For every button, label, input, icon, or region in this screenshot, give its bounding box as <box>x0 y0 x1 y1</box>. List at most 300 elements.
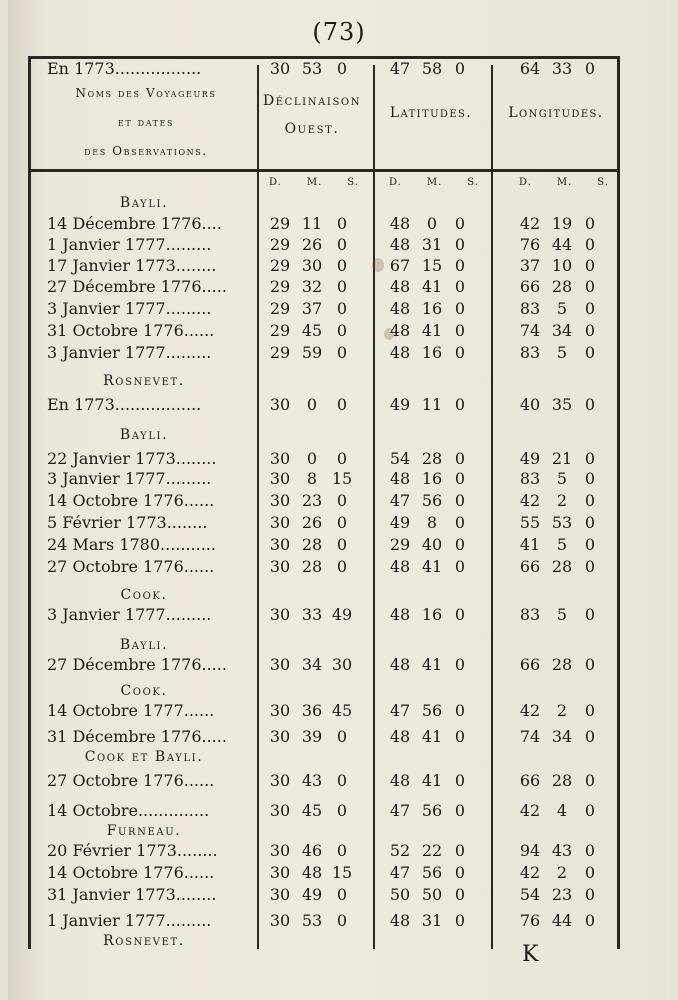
observation-date: 14 Octobre 1776...... <box>47 863 215 882</box>
table-row <box>31 557 617 579</box>
header-names-line2: et dates <box>117 115 175 129</box>
lon-minutes-cell: 44 <box>551 911 573 930</box>
observer-name: Bayli. <box>119 195 169 211</box>
decl-minutes-cell: 36 <box>301 701 323 720</box>
lon-degrees-cell: 83 <box>519 343 541 362</box>
decl-minutes-cell: 45 <box>301 321 323 340</box>
lon-degrees-cell: 55 <box>519 513 541 532</box>
unit-minutes: M. <box>426 177 443 188</box>
lon-seconds-cell: 0 <box>584 655 596 674</box>
lat-degrees-cell: 48 <box>389 557 411 576</box>
observation-date: 31 Janvier 1773........ <box>47 885 217 904</box>
unit-degrees: D. <box>389 177 402 188</box>
decl-degrees-cell: 30 <box>269 841 291 860</box>
decl-seconds-cell: 0 <box>336 535 348 554</box>
decl-degrees-cell: 29 <box>269 343 291 362</box>
lon-minutes-cell: 5 <box>556 343 568 362</box>
decl-degrees-cell: 30 <box>269 395 291 414</box>
lat-seconds-cell: 0 <box>454 491 466 510</box>
decl-degrees-cell: 29 <box>269 299 291 318</box>
table-row <box>31 535 617 557</box>
lat-seconds-cell: 0 <box>454 343 466 362</box>
lon-seconds-cell: 0 <box>584 841 596 860</box>
lon-degrees-cell: 83 <box>519 605 541 624</box>
unit-minutes: M. <box>556 177 573 188</box>
table-row <box>31 235 617 257</box>
unit-degrees: D. <box>519 177 532 188</box>
lon-minutes-cell: 35 <box>551 395 573 414</box>
decl-degrees-cell: 29 <box>269 235 291 254</box>
decl-minutes-cell: 45 <box>301 801 323 820</box>
lat-degrees-cell: 48 <box>389 321 411 340</box>
table-row <box>31 655 617 677</box>
decl-seconds-cell: 0 <box>336 277 348 296</box>
unit-seconds: S. <box>347 177 359 188</box>
lat-minutes-cell: 41 <box>421 321 443 340</box>
table-row <box>31 801 617 823</box>
lat-degrees-cell: 48 <box>389 911 411 930</box>
lat-seconds-cell: 0 <box>454 256 466 275</box>
lon-seconds-cell: 0 <box>584 727 596 746</box>
decl-seconds-cell: 0 <box>336 59 348 78</box>
lon-degrees-cell: 37 <box>519 256 541 275</box>
decl-seconds-cell: 0 <box>336 449 348 468</box>
lon-seconds-cell: 0 <box>584 449 596 468</box>
decl-degrees-cell: 30 <box>269 449 291 468</box>
lat-degrees-cell: 48 <box>389 214 411 233</box>
observation-date: 14 Octobre 1776...... <box>47 491 215 510</box>
paper-stain <box>384 328 394 340</box>
observation-date: 22 Janvier 1773........ <box>47 449 217 468</box>
lon-minutes-cell: 28 <box>551 771 573 790</box>
lon-seconds-cell: 0 <box>584 214 596 233</box>
decl-minutes-cell: 49 <box>301 885 323 904</box>
lat-seconds-cell: 0 <box>454 771 466 790</box>
lon-minutes-cell: 2 <box>556 701 568 720</box>
lat-minutes-cell: 11 <box>421 395 443 414</box>
lon-seconds-cell: 0 <box>584 235 596 254</box>
lat-minutes-cell: 16 <box>421 605 443 624</box>
decl-minutes-cell: 53 <box>301 911 323 930</box>
lon-degrees-cell: 76 <box>519 911 541 930</box>
lon-seconds-cell: 0 <box>584 885 596 904</box>
lon-seconds-cell: 0 <box>584 771 596 790</box>
section-heading <box>31 821 617 843</box>
lat-minutes-cell: 31 <box>421 911 443 930</box>
decl-seconds-cell: 0 <box>336 395 348 414</box>
lon-degrees-cell: 40 <box>519 395 541 414</box>
lat-seconds-cell: 0 <box>454 277 466 296</box>
lat-minutes-cell: 41 <box>421 557 443 576</box>
table-row <box>31 343 617 365</box>
header-rule <box>31 169 617 172</box>
lat-seconds-cell: 0 <box>454 321 466 340</box>
decl-degrees-cell: 30 <box>269 469 291 488</box>
declination-table <box>28 56 620 949</box>
lat-seconds-cell: 0 <box>454 557 466 576</box>
lat-seconds-cell: 0 <box>454 841 466 860</box>
table-row <box>31 771 617 793</box>
decl-minutes-cell: 0 <box>306 395 318 414</box>
lat-minutes-cell: 41 <box>421 655 443 674</box>
lat-degrees-cell: 48 <box>389 343 411 362</box>
observation-date: 27 Décembre 1776..... <box>47 655 227 674</box>
observation-date: 3 Janvier 1777......... <box>47 299 212 318</box>
decl-seconds-cell: 0 <box>336 256 348 275</box>
observation-date: 5 Février 1773........ <box>47 513 208 532</box>
decl-degrees-cell: 30 <box>269 801 291 820</box>
decl-degrees-cell: 30 <box>269 605 291 624</box>
lat-seconds-cell: 0 <box>454 214 466 233</box>
lon-minutes-cell: 28 <box>551 655 573 674</box>
lat-degrees-cell: 48 <box>389 469 411 488</box>
lat-minutes-cell: 56 <box>421 863 443 882</box>
decl-degrees-cell: 30 <box>269 535 291 554</box>
decl-minutes-cell: 26 <box>301 235 323 254</box>
lon-minutes-cell: 4 <box>556 801 568 820</box>
unit-minutes: M. <box>306 177 323 188</box>
lat-seconds-cell: 0 <box>454 863 466 882</box>
header-declinaison-line1: Déclinaison <box>262 93 362 109</box>
decl-minutes-cell: 59 <box>301 343 323 362</box>
observation-date: 14 Décembre 1776.... <box>47 214 222 233</box>
observation-date: 14 Octobre.............. <box>47 801 210 820</box>
decl-seconds-cell: 0 <box>336 235 348 254</box>
decl-seconds-cell: 45 <box>331 701 353 720</box>
lat-seconds-cell: 0 <box>454 449 466 468</box>
lat-minutes-cell: 8 <box>426 513 438 532</box>
lon-minutes-cell: 44 <box>551 235 573 254</box>
lat-degrees-cell: 48 <box>389 299 411 318</box>
decl-degrees-cell: 30 <box>269 655 291 674</box>
units-declinaison <box>269 177 359 188</box>
lat-degrees-cell: 47 <box>389 801 411 820</box>
lat-degrees-cell: 29 <box>389 535 411 554</box>
decl-minutes-cell: 43 <box>301 771 323 790</box>
lon-minutes-cell: 21 <box>551 449 573 468</box>
lon-degrees-cell: 42 <box>519 801 541 820</box>
units-longitudes <box>519 177 609 188</box>
decl-seconds-cell: 0 <box>336 299 348 318</box>
lon-degrees-cell: 42 <box>519 214 541 233</box>
lat-seconds-cell: 0 <box>454 911 466 930</box>
lon-minutes-cell: 2 <box>556 863 568 882</box>
table-row <box>31 321 617 343</box>
decl-minutes-cell: 11 <box>301 214 323 233</box>
signature-mark: K <box>522 942 539 967</box>
lon-seconds-cell: 0 <box>584 535 596 554</box>
table-row <box>31 885 617 907</box>
decl-degrees-cell: 30 <box>269 727 291 746</box>
lat-seconds-cell: 0 <box>454 59 466 78</box>
decl-degrees-cell: 30 <box>269 771 291 790</box>
lon-minutes-cell: 5 <box>556 299 568 318</box>
lat-degrees-cell: 47 <box>389 701 411 720</box>
section-heading <box>31 371 617 393</box>
decl-seconds-cell: 15 <box>331 863 353 882</box>
lat-minutes-cell: 0 <box>426 214 438 233</box>
lon-minutes-cell: 10 <box>551 256 573 275</box>
lat-minutes-cell: 56 <box>421 801 443 820</box>
decl-degrees-cell: 29 <box>269 214 291 233</box>
lon-seconds-cell: 0 <box>584 395 596 414</box>
lat-degrees-cell: 47 <box>389 59 411 78</box>
lon-degrees-cell: 42 <box>519 863 541 882</box>
decl-seconds-cell: 30 <box>331 655 353 674</box>
lon-seconds-cell: 0 <box>584 59 596 78</box>
decl-minutes-cell: 48 <box>301 863 323 882</box>
observer-name: Rosnevet. <box>103 933 185 949</box>
lat-minutes-cell: 16 <box>421 299 443 318</box>
lat-seconds-cell: 0 <box>454 469 466 488</box>
unit-seconds: S. <box>467 177 479 188</box>
observer-name: Cook. <box>120 587 168 603</box>
section-heading <box>31 585 617 607</box>
table-row <box>31 59 617 81</box>
lat-minutes-cell: 15 <box>421 256 443 275</box>
lat-seconds-cell: 0 <box>454 513 466 532</box>
header-names-line3: des Observations. <box>84 144 208 158</box>
decl-minutes-cell: 0 <box>306 449 318 468</box>
table-row <box>31 214 617 236</box>
lon-seconds-cell: 0 <box>584 801 596 820</box>
lat-seconds-cell: 0 <box>454 299 466 318</box>
lon-degrees-cell: 42 <box>519 701 541 720</box>
decl-seconds-cell: 0 <box>336 557 348 576</box>
observation-date: 31 Décembre 1776..... <box>47 727 227 746</box>
lon-seconds-cell: 0 <box>584 863 596 882</box>
lat-seconds-cell: 0 <box>454 801 466 820</box>
table-row <box>31 256 617 278</box>
observer-name: Furneau. <box>106 823 182 839</box>
lon-minutes-cell: 2 <box>556 491 568 510</box>
decl-seconds-cell: 0 <box>336 214 348 233</box>
lat-minutes-cell: 58 <box>421 59 443 78</box>
lat-minutes-cell: 56 <box>421 491 443 510</box>
lon-degrees-cell: 66 <box>519 277 541 296</box>
decl-minutes-cell: 39 <box>301 727 323 746</box>
lon-minutes-cell: 53 <box>551 513 573 532</box>
lat-degrees-cell: 49 <box>389 513 411 532</box>
unit-seconds: S. <box>597 177 609 188</box>
decl-degrees-cell: 30 <box>269 59 291 78</box>
lat-minutes-cell: 56 <box>421 701 443 720</box>
decl-minutes-cell: 46 <box>301 841 323 860</box>
lat-seconds-cell: 0 <box>454 535 466 554</box>
lon-seconds-cell: 0 <box>584 513 596 532</box>
observation-date: 3 Janvier 1777......... <box>47 605 212 624</box>
lon-seconds-cell: 0 <box>584 299 596 318</box>
decl-degrees-cell: 29 <box>269 256 291 275</box>
units-latitudes <box>389 177 479 188</box>
lon-minutes-cell: 5 <box>556 605 568 624</box>
lat-seconds-cell: 0 <box>454 235 466 254</box>
table-row <box>31 727 617 749</box>
observation-date: En 1773................. <box>47 395 202 414</box>
lon-minutes-cell: 19 <box>551 214 573 233</box>
lon-degrees-cell: 66 <box>519 655 541 674</box>
decl-seconds-cell: 0 <box>336 841 348 860</box>
decl-minutes-cell: 32 <box>301 277 323 296</box>
lon-degrees-cell: 94 <box>519 841 541 860</box>
lon-minutes-cell: 43 <box>551 841 573 860</box>
lon-seconds-cell: 0 <box>584 605 596 624</box>
lon-seconds-cell: 0 <box>584 911 596 930</box>
lat-minutes-cell: 40 <box>421 535 443 554</box>
lon-minutes-cell: 5 <box>556 469 568 488</box>
lon-degrees-cell: 74 <box>519 727 541 746</box>
lon-degrees-cell: 76 <box>519 235 541 254</box>
decl-seconds-cell: 0 <box>336 771 348 790</box>
table-row <box>31 469 617 491</box>
lon-seconds-cell: 0 <box>584 321 596 340</box>
lat-degrees-cell: 49 <box>389 395 411 414</box>
observation-date: 27 Décembre 1776..... <box>47 277 227 296</box>
table-row <box>31 395 617 417</box>
decl-degrees-cell: 29 <box>269 277 291 296</box>
decl-seconds-cell: 49 <box>331 605 353 624</box>
decl-minutes-cell: 28 <box>301 557 323 576</box>
observation-date: 24 Mars 1780........... <box>47 535 216 554</box>
observation-date: 31 Octobre 1776...... <box>47 321 215 340</box>
lon-minutes-cell: 28 <box>551 277 573 296</box>
lat-minutes-cell: 22 <box>421 841 443 860</box>
lat-seconds-cell: 0 <box>454 395 466 414</box>
lat-degrees-cell: 48 <box>389 277 411 296</box>
decl-minutes-cell: 37 <box>301 299 323 318</box>
lat-degrees-cell: 52 <box>389 841 411 860</box>
observer-name: Bayli. <box>119 427 169 443</box>
table-row <box>31 449 617 471</box>
header-names-line1: Noms des Voyageurs <box>75 86 217 100</box>
lat-degrees-cell: 47 <box>389 491 411 510</box>
decl-seconds-cell: 0 <box>336 885 348 904</box>
lat-degrees-cell: 47 <box>389 863 411 882</box>
header-longitudes: Longitudes. <box>508 105 604 121</box>
lat-seconds-cell: 0 <box>454 605 466 624</box>
lat-seconds-cell: 0 <box>454 655 466 674</box>
decl-degrees-cell: 30 <box>269 863 291 882</box>
observation-date: En 1773................. <box>47 59 202 78</box>
observation-date: 1 Janvier 1777......... <box>47 235 212 254</box>
observer-name: Cook et Bayli. <box>84 749 204 765</box>
decl-seconds-cell: 0 <box>336 911 348 930</box>
lat-degrees-cell: 48 <box>389 727 411 746</box>
lat-minutes-cell: 41 <box>421 727 443 746</box>
lat-seconds-cell: 0 <box>454 727 466 746</box>
decl-degrees-cell: 29 <box>269 321 291 340</box>
lat-degrees-cell: 48 <box>389 235 411 254</box>
lon-minutes-cell: 34 <box>551 727 573 746</box>
lon-minutes-cell: 28 <box>551 557 573 576</box>
section-heading <box>31 193 617 215</box>
decl-minutes-cell: 26 <box>301 513 323 532</box>
section-heading <box>31 681 617 703</box>
lat-seconds-cell: 0 <box>454 701 466 720</box>
decl-minutes-cell: 28 <box>301 535 323 554</box>
decl-degrees-cell: 30 <box>269 701 291 720</box>
decl-seconds-cell: 0 <box>336 491 348 510</box>
decl-minutes-cell: 33 <box>301 605 323 624</box>
decl-minutes-cell: 23 <box>301 491 323 510</box>
section-heading <box>31 635 617 657</box>
observer-name: Cook. <box>120 683 168 699</box>
table-row <box>31 277 617 299</box>
lat-seconds-cell: 0 <box>454 885 466 904</box>
lat-minutes-cell: 50 <box>421 885 443 904</box>
observation-date: 1 Janvier 1777......... <box>47 911 212 930</box>
lon-degrees-cell: 54 <box>519 885 541 904</box>
observation-date: 3 Janvier 1777......... <box>47 469 212 488</box>
decl-degrees-cell: 30 <box>269 513 291 532</box>
decl-minutes-cell: 53 <box>301 59 323 78</box>
lat-degrees-cell: 50 <box>389 885 411 904</box>
lat-degrees-cell: 48 <box>389 655 411 674</box>
lon-seconds-cell: 0 <box>584 491 596 510</box>
lon-degrees-cell: 41 <box>519 535 541 554</box>
header-declinaison <box>257 87 367 143</box>
lon-seconds-cell: 0 <box>584 557 596 576</box>
decl-minutes-cell: 34 <box>301 655 323 674</box>
decl-degrees-cell: 30 <box>269 557 291 576</box>
lon-minutes-cell: 34 <box>551 321 573 340</box>
lon-degrees-cell: 49 <box>519 449 541 468</box>
lat-degrees-cell: 48 <box>389 771 411 790</box>
table-row <box>31 863 617 885</box>
lon-degrees-cell: 74 <box>519 321 541 340</box>
section-heading <box>31 425 617 447</box>
lat-minutes-cell: 41 <box>421 277 443 296</box>
lon-seconds-cell: 0 <box>584 343 596 362</box>
lon-degrees-cell: 83 <box>519 299 541 318</box>
page-number: (73) <box>312 18 366 46</box>
lat-degrees-cell: 67 <box>389 256 411 275</box>
decl-degrees-cell: 30 <box>269 911 291 930</box>
lon-seconds-cell: 0 <box>584 701 596 720</box>
decl-seconds-cell: 0 <box>336 801 348 820</box>
observation-date: 20 Février 1773........ <box>47 841 218 860</box>
lon-degrees-cell: 83 <box>519 469 541 488</box>
observation-date: 3 Janvier 1777......... <box>47 343 212 362</box>
decl-seconds-cell: 0 <box>336 727 348 746</box>
decl-seconds-cell: 15 <box>331 469 353 488</box>
observation-date: 17 Janvier 1773........ <box>47 256 217 275</box>
lat-minutes-cell: 16 <box>421 343 443 362</box>
lon-degrees-cell: 66 <box>519 771 541 790</box>
header-latitudes: Latitudes. <box>389 105 473 121</box>
decl-seconds-cell: 0 <box>336 321 348 340</box>
table-row <box>31 911 617 933</box>
observation-date: 27 Octobre 1776...... <box>47 771 215 790</box>
lon-minutes-cell: 33 <box>551 59 573 78</box>
observation-date: 14 Octobre 1777...... <box>47 701 215 720</box>
lon-degrees-cell: 42 <box>519 491 541 510</box>
header-names <box>39 79 253 166</box>
lon-degrees-cell: 64 <box>519 59 541 78</box>
decl-seconds-cell: 0 <box>336 513 348 532</box>
lon-degrees-cell: 66 <box>519 557 541 576</box>
lat-minutes-cell: 28 <box>421 449 443 468</box>
lon-seconds-cell: 0 <box>584 277 596 296</box>
table-row <box>31 605 617 627</box>
observer-name: Rosnevet. <box>103 373 185 389</box>
lat-degrees-cell: 48 <box>389 605 411 624</box>
observer-name: Bayli. <box>119 637 169 653</box>
table-row <box>31 841 617 863</box>
decl-minutes-cell: 30 <box>301 256 323 275</box>
lat-degrees-cell: 54 <box>389 449 411 468</box>
lat-minutes-cell: 16 <box>421 469 443 488</box>
